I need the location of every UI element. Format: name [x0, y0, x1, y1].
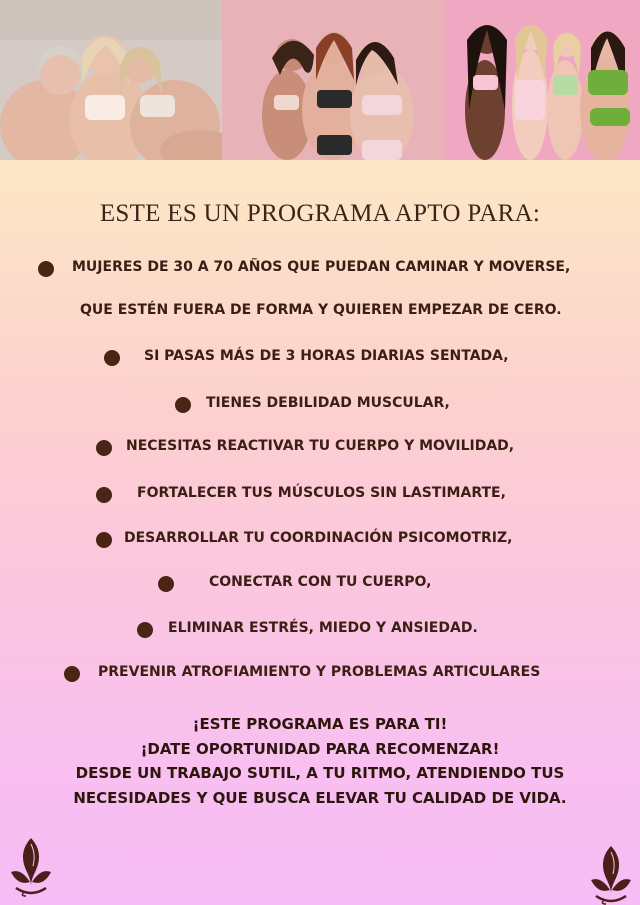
list-item-text: SI PASAS MÁS DE 3 HORAS DIARIAS SENTADA,: [144, 348, 509, 364]
photo-group-women-underwear: [222, 0, 445, 160]
page-title: ESTE ES UN PROGRAMA APTO PARA:: [99, 200, 541, 227]
closing-line: ¡ESTE PROGRAMA ES PARA TI!: [192, 715, 448, 733]
bullet-dot: [38, 261, 54, 277]
closing-line: ¡DATE OPORTUNIDAD PARA RECOMENZAR!: [140, 739, 500, 758]
list-item: [0, 346, 640, 370]
list-item-text: NECESITAS REACTIVAR TU CUERPO Y MOVILIDAD,: [126, 438, 515, 454]
list-item-text: MUJERES DE 30 A 70 AÑOS QUE PUEDAN CAMINAR Y MOVERSE,: [72, 259, 571, 275]
bullet-dot: [175, 397, 191, 413]
bullet-dot: [158, 576, 174, 592]
photo-group-diverse-women: [445, 0, 640, 160]
list-item: [0, 572, 640, 596]
list-item-text: TIENES DEBILIDAD MUSCULAR,: [206, 395, 450, 411]
list-item-text: FORTALECER TUS MÚSCULOS SIN LASTIMARTE,: [137, 485, 506, 501]
closing-line: DESDE UN TRABAJO SUTIL, A TU RITMO, ATENDIENDO TUS: [75, 764, 565, 782]
closing-message: [0, 712, 640, 810]
bullet-dot: [96, 440, 112, 456]
list-item: [0, 618, 640, 642]
list-item-text: DESARROLLAR TU COORDINACIÓN PSICOMOTRIZ,: [124, 530, 513, 546]
list-item: [0, 662, 640, 686]
photo-group-older-women: [0, 0, 222, 160]
list-item-text: CONECTAR CON TU CUERPO,: [209, 574, 432, 590]
bullet-dot: [96, 532, 112, 548]
list-item-continuation: QUE ESTÉN FUERA DE FORMA Y QUIEREN EMPEZAR DE CERO.: [80, 302, 562, 318]
bullet-dot: [104, 350, 120, 366]
bullet-dot: [96, 487, 112, 503]
list-item: [0, 436, 640, 460]
list-item: [0, 257, 640, 281]
bullet-dot: [64, 666, 80, 682]
closing-line: NECESIDADES Y QUE BUSCA ELEVAR TU CALIDAD DE VIDA.: [73, 788, 567, 807]
hero-photo-strip: [0, 0, 640, 160]
list-item-text: PREVENIR ATROFIAMIENTO Y PROBLEMAS ARTICULARES: [98, 664, 541, 680]
list-item: [0, 528, 640, 552]
list-item-text: ELIMINAR ESTRÉS, MIEDO Y ANSIEDAD.: [168, 620, 478, 636]
list-item: [0, 393, 640, 417]
lotus-leaf-icon: [6, 830, 56, 900]
bullet-dot: [137, 622, 153, 638]
lotus-leaf-icon: [586, 838, 636, 905]
list-item: [0, 483, 640, 507]
